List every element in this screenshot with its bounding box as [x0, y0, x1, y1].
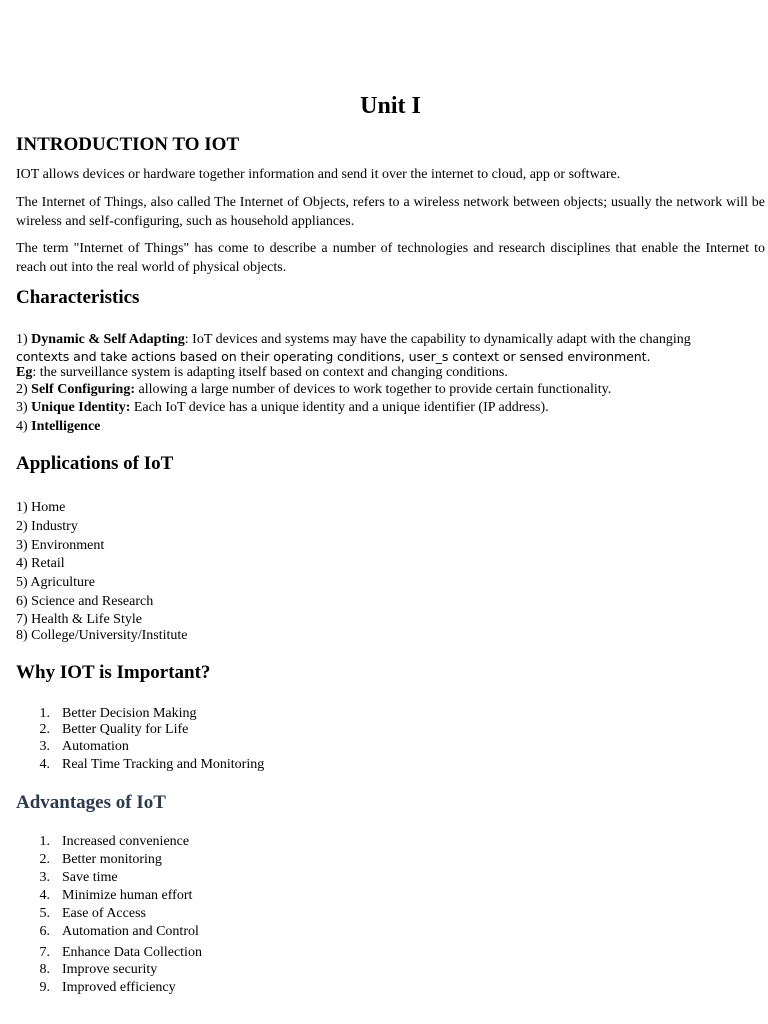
why-iot-item	[16, 738, 129, 756]
advantage-item	[16, 944, 202, 962]
intro-paragraph-1: IOT allows devices or hardware together information and send it over the internet to cloud, app or software.	[16, 167, 621, 182]
list-number: 8.	[39, 962, 50, 977]
characteristic-description: Each IoT device has a unique identity and a unique identifier (IP address).	[130, 400, 549, 415]
example-label: Eg	[16, 365, 33, 380]
advantage-item-text: Minimize human effort	[62, 888, 193, 903]
characteristic-item-1-continued: contexts and take actions based on their operating conditions, user_s context or sensed environment.	[16, 349, 651, 364]
application-item: 4) Retail	[16, 556, 65, 571]
characteristic-term: Unique Identity:	[31, 400, 131, 415]
characteristic-term: Intelligence	[31, 419, 101, 434]
application-item: 1) Home	[16, 500, 66, 515]
advantage-item	[16, 869, 118, 887]
advantage-item	[16, 887, 192, 905]
characteristic-term: Self Configuring:	[31, 382, 136, 397]
advantage-item-text: Increased convenience	[62, 834, 190, 849]
characteristic-number: 4)	[16, 419, 32, 434]
advantage-item-text: Improved efficiency	[62, 980, 176, 995]
why-iot-heading: Why IOT is Important?	[16, 662, 211, 683]
characteristic-description: : IoT devices and systems may have the capability to dynamically adapt with the changing	[184, 332, 691, 347]
intro-heading: INTRODUCTION TO IOT	[16, 134, 240, 155]
application-item: 2) Industry	[16, 519, 78, 534]
advantage-item	[16, 833, 189, 851]
advantage-item-text: Ease of Access	[62, 906, 146, 921]
characteristics-heading: Characteristics	[16, 287, 140, 308]
intro-paragraph-2: The Internet of Things, also called The Internet of Objects, refers to a wireless network between objects; usually the network will be wireless and self-configuring, such as household appliances.	[16, 195, 765, 229]
list-number: 9.	[39, 980, 50, 995]
list-number: 4.	[39, 888, 50, 903]
list-number: 1.	[39, 706, 50, 721]
example-text: : the surveillance system is adapting itself based on context and changing conditions.	[32, 365, 508, 380]
characteristic-description: allowing a large number of devices to work together to provide certain functionality.	[135, 382, 612, 397]
characteristic-item-4	[16, 418, 100, 436]
why-iot-item-text: Better Decision Making	[62, 706, 197, 721]
characteristic-number: 1)	[16, 332, 32, 347]
advantages-heading: Advantages of IoT	[16, 792, 166, 813]
application-item: 3) Environment	[16, 538, 105, 553]
advantage-item-text: Automation and Control	[62, 924, 199, 939]
advantage-item	[16, 961, 157, 979]
list-number: 7.	[39, 945, 50, 960]
application-item: 6) Science and Research	[16, 594, 154, 609]
characteristic-example	[16, 364, 508, 382]
list-number: 5.	[39, 906, 50, 921]
why-iot-item-text: Real Time Tracking and Monitoring	[62, 757, 265, 772]
why-iot-item	[16, 756, 264, 774]
advantage-item	[16, 851, 162, 869]
list-number: 2.	[39, 722, 50, 737]
why-iot-item-text: Better Quality for Life	[62, 722, 189, 737]
list-number: 2.	[39, 852, 50, 867]
characteristic-item-1	[16, 331, 691, 349]
advantage-item-text: Improve security	[62, 962, 158, 977]
characteristic-number: 3)	[16, 400, 32, 415]
advantage-item	[16, 979, 176, 997]
application-item: 5) Agriculture	[16, 575, 95, 590]
page-title: Unit I	[360, 93, 421, 119]
list-number: 3.	[39, 739, 50, 754]
characteristic-item-2	[16, 381, 611, 399]
characteristic-term: Dynamic & Self Adapting	[31, 332, 185, 347]
intro-paragraph-3: The term "Internet of Things" has come to describe a number of technologies and research disciplines that enable the Internet to reach out into the real world of physical objects.	[16, 241, 765, 275]
advantage-item-text: Save time	[62, 870, 118, 885]
list-number: 1.	[39, 834, 50, 849]
characteristic-item-3	[16, 399, 549, 417]
application-item: 7) Health & Life Style	[16, 612, 142, 627]
why-iot-item	[16, 721, 188, 739]
advantage-item-text: Enhance Data Collection	[62, 945, 202, 960]
list-number: 6.	[39, 924, 50, 939]
list-number: 4.	[39, 757, 50, 772]
advantage-item	[16, 923, 199, 941]
applications-heading: Applications of IoT	[16, 453, 174, 474]
list-number: 3.	[39, 870, 50, 885]
advantage-item-text: Better monitoring	[62, 852, 162, 867]
application-item: 8) College/University/Institute	[16, 628, 188, 643]
characteristic-number: 2)	[16, 382, 32, 397]
why-iot-item-text: Automation	[62, 739, 129, 754]
advantage-item	[16, 905, 146, 923]
